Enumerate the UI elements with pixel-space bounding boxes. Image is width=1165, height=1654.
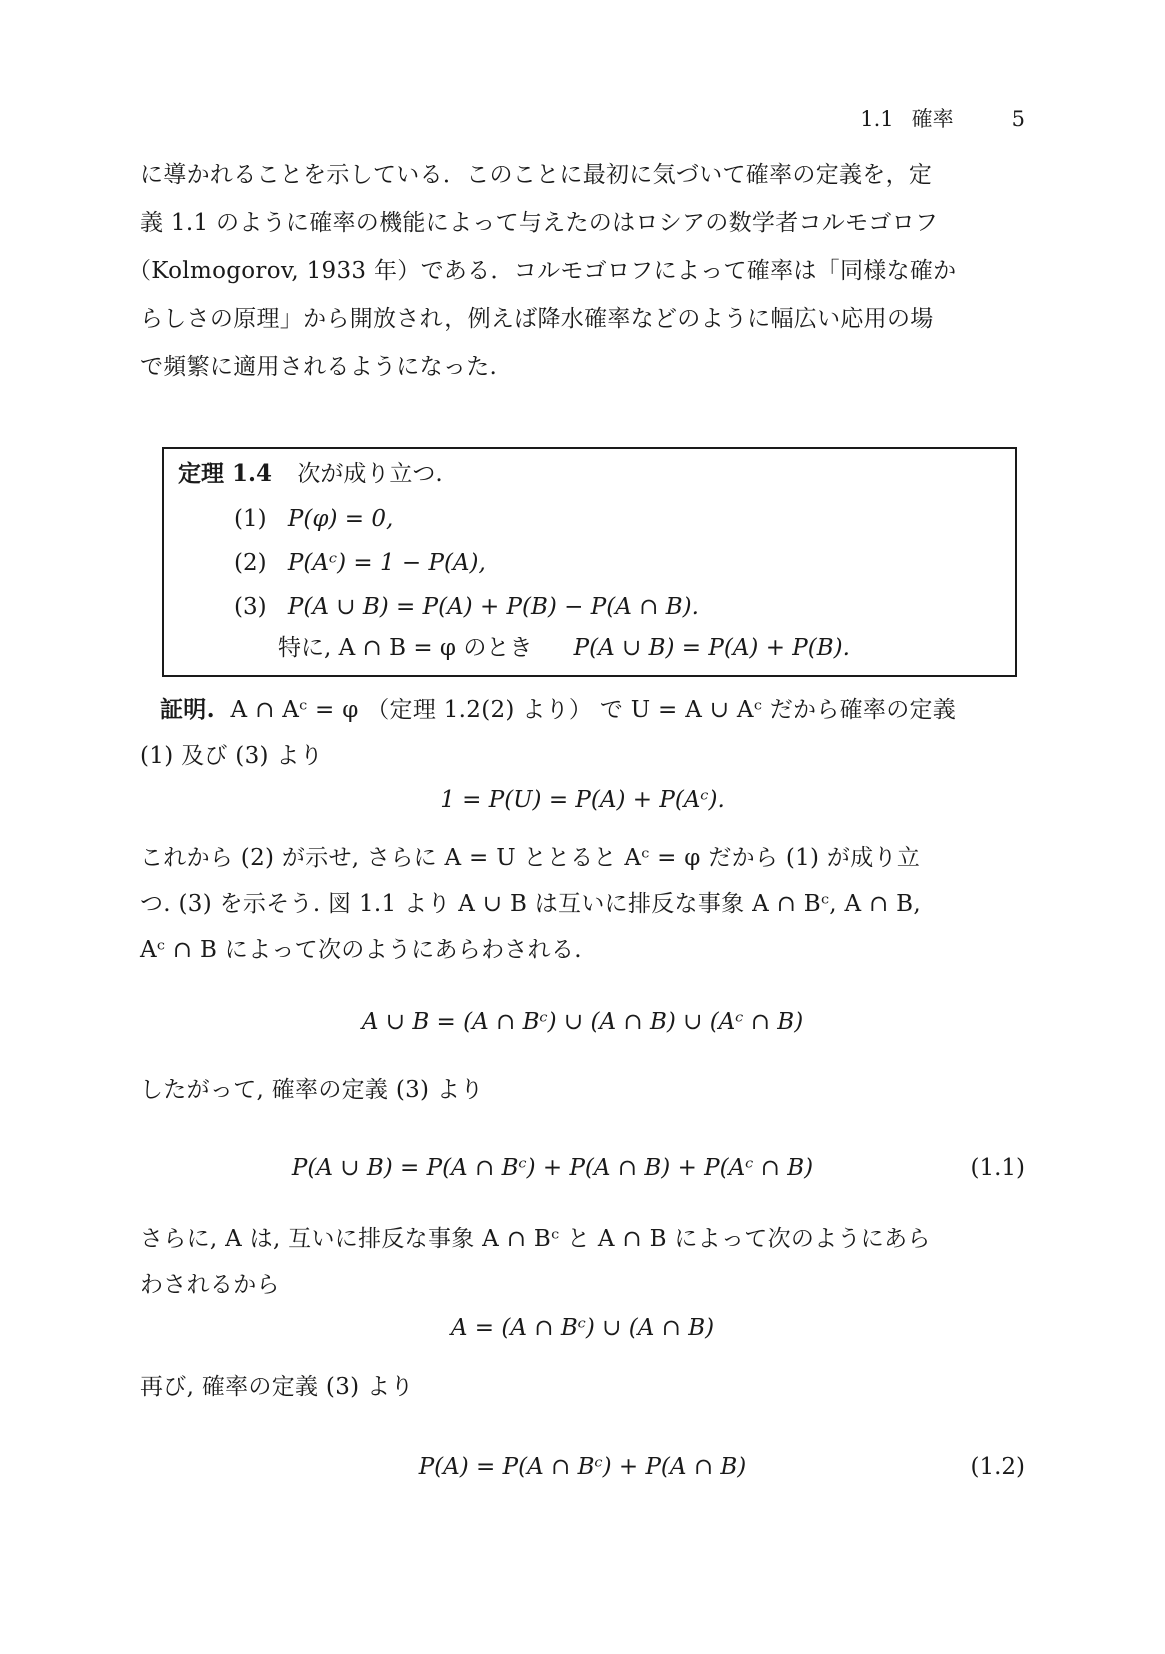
theorem-item-3: [234, 592, 699, 622]
proof-line-4: 再び, 確率の定義 (3) より: [140, 1374, 414, 1400]
special-prefix: 特に, A ∩ B = φ のとき: [278, 635, 533, 661]
item-number: (2): [234, 550, 267, 576]
proof-para3-line-1: さらに, A は, 互いに排反な事象 A ∩ Bᶜ と A ∩ B によって次のようにあら: [140, 1226, 931, 1252]
proof-para3-line-2: わされるから: [140, 1272, 280, 1298]
equation-5: P(A) = P(A ∩ Bᶜ) + P(A ∩ B): [418, 1454, 747, 1480]
item-formula: P(Aᶜ) = 1 − P(A),: [287, 550, 486, 576]
proof-para2-line-1: これから (2) が示せ, さらに A = U ととると Aᶜ = φ だから (1) が成り立: [140, 845, 921, 871]
proof-line-2: (1) 及び (3) より: [140, 743, 323, 769]
theorem-statement: 次が成り立つ.: [297, 461, 443, 487]
intro-line-1: に導かれることを示している．このことに最初に気づいて確率の定義を，定: [140, 162, 933, 188]
section-title: 確率: [911, 107, 954, 131]
item-number: (1): [234, 506, 267, 532]
proof-line-3: したがって, 確率の定義 (3) より: [140, 1077, 484, 1103]
theorem-box: [162, 447, 1017, 677]
theorem-special-case: [278, 633, 850, 663]
theorem-item-2: [234, 548, 486, 578]
proof-label: 証明.: [160, 696, 215, 723]
item-formula: P(A ∪ B) = P(A) + P(B) − P(A ∩ B).: [287, 594, 699, 620]
proof-line-1: [160, 695, 1045, 725]
item-formula: P(φ) = 0,: [287, 506, 394, 532]
intro-line-4: らしさの原理」から開放され，例えば降水確率などのように幅広い応用の場: [140, 306, 934, 332]
intro-line-5: で頻繁に適用されるようになった.: [140, 354, 498, 380]
running-header: [860, 103, 1025, 133]
theorem-heading: [178, 459, 443, 489]
special-formula: P(A ∪ B) = P(A) + P(B).: [573, 635, 850, 661]
proof-para2-line-3: Aᶜ ∩ B によって次のようにあらわされる.: [140, 937, 582, 963]
intro-line-2: 義 1.1 のように確率の機能によって与えたのはロシアの数学者コルモゴロフ: [140, 210, 939, 236]
equation-2: A ∪ B = (A ∩ Bᶜ) ∪ (A ∩ B) ∪ (Aᶜ ∩ B): [361, 1009, 804, 1035]
theorem-label: 定理 1.4: [178, 460, 273, 487]
equation-number-1-1: (1.1): [970, 1155, 1025, 1181]
equation-4: A = (A ∩ Bᶜ) ∪ (A ∩ B): [450, 1315, 715, 1341]
item-number: (3): [234, 594, 267, 620]
equation-1: 1 = P(U) = P(A) + P(Aᶜ).: [440, 787, 725, 813]
section-number: 1.1: [860, 107, 894, 131]
intro-line-3: （Kolmogorov, 1933 年）である．コルモゴロフによって確率は「同様な確か: [128, 258, 957, 284]
theorem-item-1: [234, 504, 393, 534]
equation-number-1-2: (1.2): [970, 1454, 1025, 1480]
page-number: 5: [1011, 107, 1025, 131]
proof-para2-line-2: つ. (3) を示そう. 図 1.1 より A ∪ B は互いに排反な事象 A ∩ Bᶜ, A ∩ B,: [140, 891, 921, 917]
equation-3: P(A ∪ B) = P(A ∩ Bᶜ) + P(A ∩ B) + P(Aᶜ ∩ B): [291, 1155, 814, 1181]
proof-text: A ∩ Aᶜ = φ （定理 1.2(2) より） で U = A ∪ Aᶜ だから確率の定義: [230, 697, 957, 723]
